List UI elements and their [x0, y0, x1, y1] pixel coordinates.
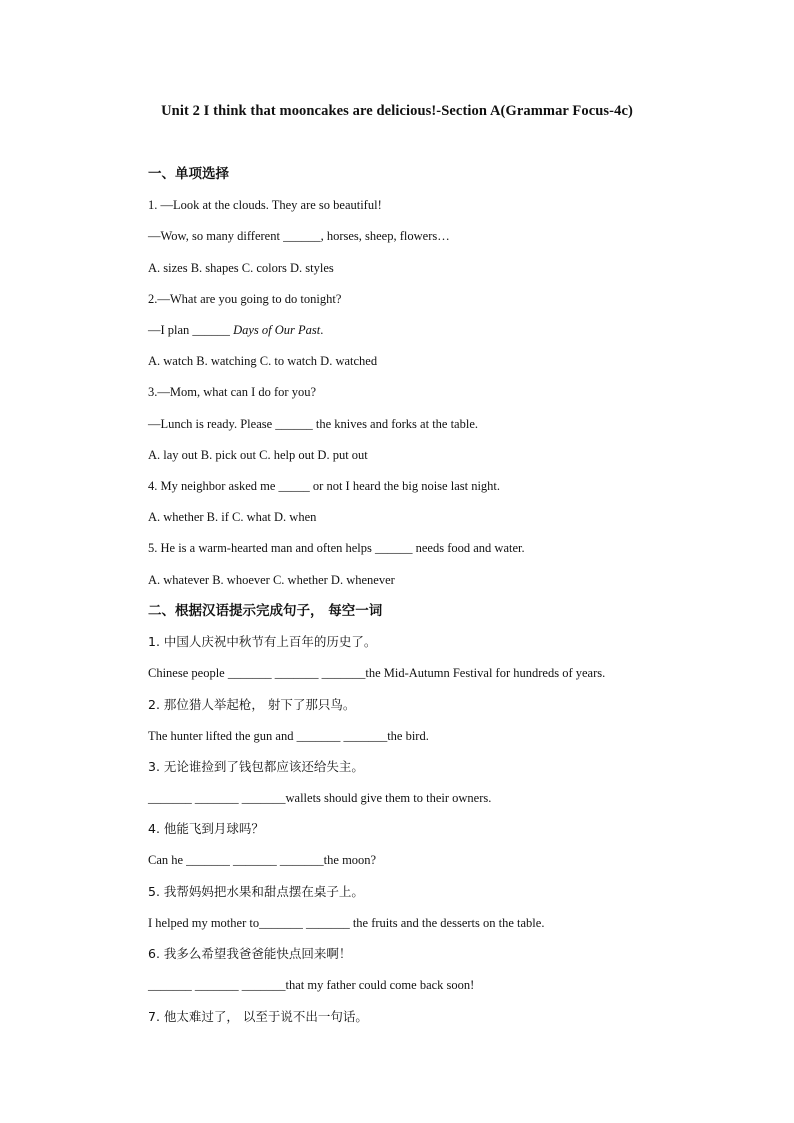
q3-question: 3.—Mom, what can I do for you?	[148, 385, 317, 399]
q1-answer-line: —Wow, so many different ______, horses, sheep, flowers…	[148, 229, 450, 243]
s2-item6-english: _______ _______ _______that my father could come back soon!	[148, 978, 475, 992]
q3-options: A. lay out B. pick out C. help out D. put out	[148, 448, 368, 462]
s2-item1-chinese: 1. 中国人庆祝中秋节有上百年的历史了。	[148, 634, 377, 649]
s2-item4-chinese: 4. 他能飞到月球吗？	[148, 821, 264, 836]
q4-options: A. whether B. if C. what D. when	[148, 510, 317, 524]
s2-item4-english: Can he _______ _______ _______the moon?	[148, 853, 377, 867]
s2-item5-english: I helped my mother to_______ _______ the fruits and the desserts on the table.	[148, 916, 545, 930]
document-title: Unit 2 I think that mooncakes are delicious!-Section A(Grammar Focus-4c)	[161, 103, 633, 119]
s2-item3-english: _______ _______ _______wallets should give them to their owners.	[148, 791, 492, 805]
s2-item3-chinese: 3. 无论谁捡到了钱包都应该还给失主。	[148, 759, 364, 774]
q2-answer-prefix: —I plan ______	[148, 323, 234, 337]
section1-heading: 一、单项选择	[148, 166, 229, 182]
s2-item7-chinese: 7. 他太难过了， 以至于说不出一句话。	[148, 1009, 368, 1024]
s2-item2-chinese: 2. 那位猎人举起枪， 射下了那只鸟。	[148, 697, 356, 712]
q1-options: A. sizes B. shapes C. colors D. styles	[148, 261, 334, 275]
q1-question: 1. —Look at the clouds. They are so beautiful!	[148, 198, 382, 212]
s2-item1-english: Chinese people _______ _______ _______the Mid-Autumn Festival for hundreds of years.	[148, 666, 606, 680]
q2-answer-line	[148, 322, 323, 338]
section2-heading: 二、根据汉语提示完成句子， 每空一词	[148, 603, 383, 619]
q2-question: 2.—What are you going to do tonight?	[148, 292, 342, 306]
q2-options: A. watch B. watching C. to watch D. watched	[148, 354, 378, 368]
q5-question: 5. He is a warm-hearted man and often helps ______ needs food and water.	[148, 541, 525, 555]
q4-question: 4. My neighbor asked me _____ or not I heard the big noise last night.	[148, 479, 501, 493]
s2-item5-chinese: 5. 我帮妈妈把水果和甜点摆在桌子上。	[148, 884, 364, 899]
s2-item6-chinese: 6. 我多么希望我爸爸能快点回来啊！	[148, 946, 352, 961]
q2-answer-suffix: .	[320, 323, 324, 337]
s2-item2-english: The hunter lifted the gun and _______ _______the bird.	[148, 729, 429, 743]
q3-answer-line: —Lunch is ready. Please ______ the knives and forks at the table.	[148, 417, 479, 431]
q2-italic-title: Days of Our Past	[233, 323, 321, 337]
q5-options: A. whatever B. whoever C. whether D. whenever	[148, 573, 395, 587]
